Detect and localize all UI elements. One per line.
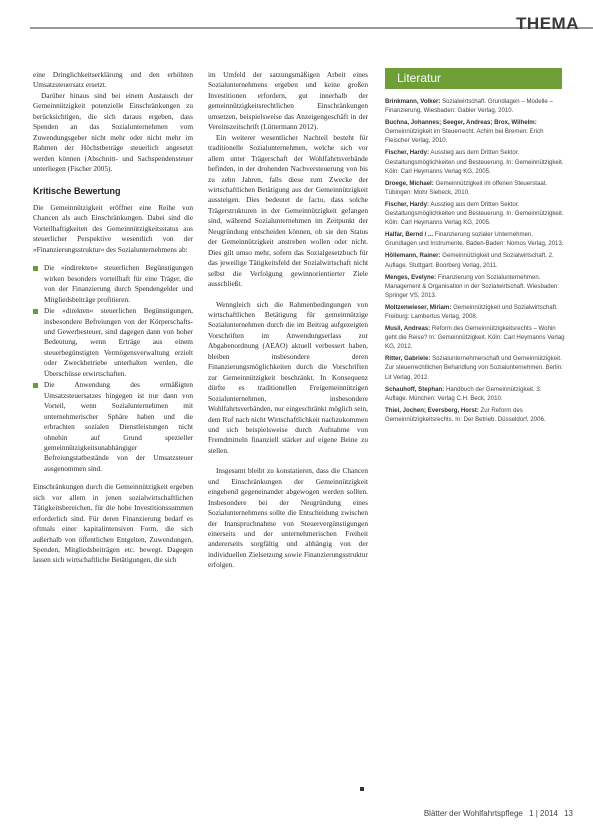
literature-author: Musil, Andreas: (385, 325, 431, 333)
bullet-item: Die »direkten« steuerlichen Begünstigungen, insbesondere Befreiungen von der Körperschafts- und Gewerbesteuer, sind dagegen dann von hoher Bedeutung, wenn Erträge aus einem steuerbegünstigten Vermögensverwaltung erzielt oder Zweckbetriebe unterhalten werden, die Überschüsse erwirtschaften. (33, 306, 193, 379)
literature-entry (385, 179, 565, 197)
header-rule (30, 27, 593, 29)
literature-author: Menges, Evelyne: (385, 273, 437, 281)
literature-citation: Sozialunternehmerschaft und Gemeinnützigkeit. Zur steuerrechtlichen Behandlung von Sozialunternehmen. Berlin: Lit Verlag, 2012. (385, 355, 563, 381)
literature-author: Höllemann, Rainer: (385, 252, 441, 260)
paragraph: Einschränkungen durch die Gemeinnützigkeit ergeben sich vor allem in jenen sozialwirtschaftlichen Tätigkeitsbereichen, für die hohe Investitionssummen erforderlich sind. Für deren Finanzierung bedarf es oftmals einer kapitalintensiven Form, die sich außerhalb von öffentlichen Entgelten, Zuwendungen, Spenden, Mitgliedsbeiträgen etc. bewegt. Dagegen lassen sich wirtschaftliche Betätigungen, die sich (33, 482, 193, 565)
literature-entry (385, 273, 565, 300)
literature-entry (385, 148, 565, 175)
paragraph: Wenngleich sich die Rahmenbedingungen von wirtschaftlichen Betätigung für gemeinnützige Sozialunternehmen durch die im Beitrag aufgezeigten Vorschriften im Anwendungserlass zur Abgabenordnung (AEAO) aktuell verbessert haben, bleiben insbesondere deren Finanzierungsmöglichkeiten durch die Vorschriften zur Gemeinnützigkeit beschränkt. In Konsequenz dürfte es traditionellen Freigemeinnützigen Sozialunternehmen, insbesondere Wohlfahrtsverbänden, nur eingeschränkt möglich sein, dem Ruf nach nicht Wirtschaftlichkeit nachzukommen und sich beispielsweise durch Aufnahme von Fremdmitteln finanziell stärker auf eigene Beine zu stellen. (208, 299, 368, 455)
literature-citation: Ausstieg aus dem Dritten Sektor. Gestaltungsmöglichkeiten und Besteuerung. In: Gemeinnützigkeit. Köln: Carl Heymanns Verlag KG, 2005. (385, 149, 564, 175)
literature-entry (385, 118, 565, 145)
bullet-list (33, 263, 193, 474)
literature-author: Fischer, Hardy: (385, 149, 430, 157)
paragraph: Die Gemeinnützigkeit eröffnet eine Reihe von Chancen als auch Einschränkungen. Dabei sind die Vorteilhaftigkeiten des Gemeinnützigkeitsstatus aus steuerlicher Perspektive wesentlich von der »Finanzierungsstruktur« des Sozialunternehmens ab: (33, 202, 193, 254)
literature-citation: Gemeinnützigkeit im offenen Steuerstaat. Tübingen: Mohr Siebeck, 2010. (385, 179, 548, 196)
paragraph: Insgesamt bleibt zu konstatieren, dass die Chancen und Einschränkungen der Gemeinnützigkeit eingehend gegeneinander abgewogen werden sollten. Insbesondere bei der Neugründung eines Sozialunternehmens sollte die Entscheidung zwischen der Inanspruchnahme von Steuervergünstigungen einerseits und der unternehmerischen Freiheit andererseits sorgfältig und abhängig von der individuellen Zielsetzung sowie Finanzierungsstruktur erfolgen. (208, 466, 368, 570)
paragraph: Darüber hinaus sind bei einem Austausch der Gemeinnützigkeit potenzielle Einschränkungen zu berücksichtigen, die sich daraus ergeben, dass Spenden an das Sozialunternehmen vom Zuwendungsgeber nicht mehr oder nicht mehr im Rahmen der Höchstbeträge steuerlich angesetzt werden können (Abschnitt- und Sachspendensteuer unterliegen (Fischer 2005). (33, 90, 193, 174)
literature-citation: Sozialwirtschaft. Grundlagen – Modelle – Finanzierung. Wiesbaden: Gabler Verlag, 2010. (385, 98, 553, 115)
bullet-item: Die Anwendung des ermäßigten Umsatzsteuersatzes hingegen ist nur dann von Vorteil, wenn Sozialunternehmen mit unternehmerischer Sphäre haben und die erbrachten sozialen Dienstleistungen nicht ohnehin auf Grund spezieller gemeinnützigkeitsunabhängiger Befreiungstatbestände von der Umsatzsteuer ausgenommen sind. (33, 380, 193, 474)
literature-citation: Ausstieg aus dem Dritten Sektor. Gestaltungsmöglichkeiten und Besteuerung. In: Gemeinnützigkeit. Köln: Carl Heymanns Verlag KG, 2005. (385, 200, 564, 227)
bullet-item: Die »indirekten« steuerlichen Begünstigungen wirken besonders vorteilhaft für eine Träger, die von der Finanzierung durch Spendengelder und Mitgliedsbeiträge profitieren. (33, 263, 193, 305)
literature-citation: Handbuch der Gemeinnützigkeit. 3. Auflage. München: Verlag C.H. Beck, 2010. (385, 385, 542, 402)
literature-author: Brinkmann, Volker: (385, 98, 441, 105)
literature-citation: Reform des Gemeinnützigkeitsrechts – Wohin geht die Reise? In: Gemeinnützigkeit. Köln: Carl Heymanns Verlag KG, 2012. (385, 325, 565, 351)
paragraph: eine Dringlichkeitserklärung und den erhöhten Umsatzsteuersatz ersetzt. (33, 70, 193, 90)
literature-author: Fischer, Hardy: (385, 200, 430, 208)
literature-author: Buchna, Johannes; Seeger, Andreas; Brox, Wilhelm: (385, 119, 537, 127)
literature-citation: Finanzierung sozialer Unternehmen. Grundlagen und Instrumente. Baden-Baden: Nomos Verlag, 2013. (385, 231, 564, 248)
literature-author: Droege, Michael: (385, 179, 434, 187)
literature-entry (385, 230, 565, 248)
literature-list (385, 97, 565, 427)
section-heading: Kritische Bewertung (33, 185, 121, 196)
literature-citation: Gemeinnützigkeit im Steuerrecht. Achim bei Bremen: Erich Fleischer Verlag, 2010. (385, 128, 544, 145)
end-of-article-mark (360, 787, 364, 791)
literature-entry (385, 324, 565, 351)
text-column-left (33, 70, 193, 566)
literature-title: Literatur (397, 71, 442, 85)
literature-entry (385, 97, 565, 115)
literature-entry (385, 385, 565, 403)
section-label: THEMA (516, 14, 579, 33)
literature-author: Ritter, Gabriele: (385, 355, 431, 363)
journal-name: Blätter der Wohlfahrtspflege (423, 809, 523, 818)
page-number: 13 (564, 809, 573, 818)
literature-entry (385, 406, 565, 424)
literature-author: Schauhoff, Stephan: (385, 385, 445, 393)
literature-author: Thiel, Jochen; Eversberg, Horst: (385, 406, 479, 414)
literature-entry (385, 303, 565, 321)
literature-citation: Zur Reform des Gemeinnützigkeitsrechts. In: Der Betrieb. Düsseldorf, 2006. (385, 406, 546, 423)
literature-author: Halfar, Bernd / ... (385, 231, 434, 239)
page-footer (420, 809, 573, 818)
literature-citation: Gemeinnützigkeit und Sozialwirtschaft. 2. Auflage. Stuttgart: Boorberg Verlag, 2011. (385, 252, 554, 269)
paragraph: im Umfeld der satzungsmäßigen Arbeit eines Sozialunternehmens ergeben und keine großen Investitionen erfordern, gut innerhalb der gemeinnützigkeitsrechtlichen Einschränkungen umsetzen, beispielsweise das Anzeigengeschäft in der Vereinszeitschrift (Lüttermann 2012). (208, 70, 368, 132)
paragraph: Ein weiterer wesentlicher Nachteil besteht für traditionelle Sozialunternehmen, welche sich vor allem unter Trägerschaft der Wohlfahrtsverbände befinden, in der drohenden Nachversteuerung von bis zu zehn Jahren, falls diese zum Zwecke der wirtschaftlichen Betätigung aus der Gemeinnützigkeit aussteigen. Dies bedeutet de facto, dass solche Trägerstrukturen in der Gemeinnützigkeit gefangen sind, während Sozialunternehmen im Zeitpunkt der Neugründung entscheiden können, ob sie den Status der Gemeinnützigkeit anstreben wollen oder nicht. Dies gilt umso mehr, sofern das Sozialgesetzbuch für das jeweilige Tätigkeitsfeld der Sozialwirtschaft nicht selbst die Verfolgung gewinnorientierter Ziele ausschließt. (208, 132, 368, 289)
literature-entry (385, 354, 565, 381)
text-column-middle (208, 70, 368, 571)
literature-citation: Finanzierung von Sozialunternehmen. Management & Organisation in der Sozialwirtschaft. Wiesbaden: Springer VS, 2013. (385, 273, 560, 299)
literature-citation: Gemeinnützigkeit und Sozialwirtschaft. Freiburg: Lambertus Verlag, 2008. (385, 303, 558, 320)
literature-entry (385, 251, 565, 269)
literature-author: Moltzenwieser, Miriam: (385, 303, 452, 311)
issue-number: 1 | 2014 (529, 809, 558, 818)
literature-entry (385, 200, 565, 227)
